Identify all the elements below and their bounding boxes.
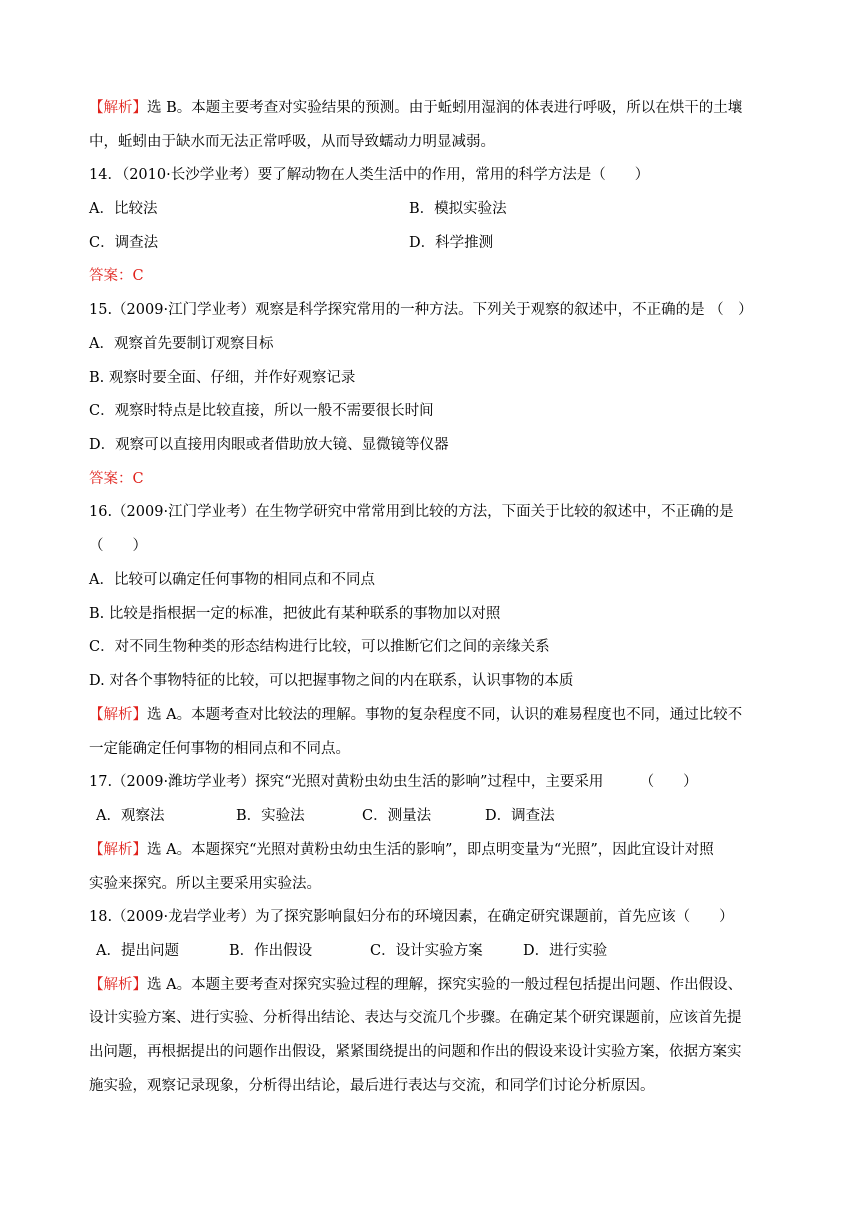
- q15-option-c: C．观察时特点是比较直接，所以一般不需要很长时间: [89, 403, 434, 419]
- q15-option-a: A．观察首先要制订观察目标: [89, 336, 274, 352]
- explanation-13-line-2: 中，蚯蚓由于缺水而无法正常呼吸，从而导致蠕动力明显减弱。: [89, 134, 495, 150]
- question-16-line-2: （ ）: [89, 538, 147, 554]
- q16-option-a: A．比较可以确定任何事物的相同点和不同点: [89, 572, 375, 588]
- q15-answer: 答案：C: [89, 471, 144, 487]
- q14-option-b: B．模拟实验法: [409, 201, 507, 217]
- explanation-17-line-1: 【解析】选 A。本题探究“光照对黄粉虫幼虫生活的影响”，即点明变量为“光照”，因此宜设计对照: [89, 842, 714, 858]
- explanation-tag: 【解析】: [89, 707, 147, 723]
- explanation-18-line-1: 【解析】选 A。本题主要考查对探究实验过程的理解，探究实验的一般过程包括提出问题、作出假设、: [89, 977, 743, 993]
- q15-option-d: D．观察可以直接用肉眼或者借助放大镜、显微镜等仪器: [89, 437, 449, 453]
- explanation-17-line-2: 实验来探究。所以主要采用实验法。: [89, 876, 321, 892]
- q18-option-b: B．作出假设: [229, 943, 313, 959]
- q18-option-a: A．提出问题: [96, 943, 179, 959]
- explanation-18-line-2: 设计实验方案、进行实验、分析得出结论、表达与交流几个步骤。在确定某个研究课题前，应该首先提: [89, 1010, 742, 1026]
- explanation-tag: 【解析】: [89, 100, 147, 116]
- q14-answer: 答案：C: [89, 268, 144, 284]
- explanation-tag: 【解析】: [89, 977, 147, 993]
- question-17: 17.（2009·潍坊学业考）探究“光照对黄粉虫幼虫生活的影响”过程中，主要采用 （ ）: [89, 774, 698, 790]
- q16-option-c: C．对不同生物种类的形态结构进行比较，可以推断它们之间的亲缘关系: [89, 639, 550, 655]
- q18-option-c: C．设计实验方案: [370, 943, 483, 959]
- explanation-18-line-4: 施实验，观察记录现象，分析得出结论，最后进行表达与交流，和同学们讨论分析原因。: [89, 1078, 655, 1094]
- q17-option-d: D．调查法: [485, 808, 555, 824]
- q17-option-c: C．测量法: [362, 808, 432, 824]
- q16-option-d: D. 对各个事物特征的比较，可以把握事物之间的内在联系，认识事物的本质: [89, 673, 574, 689]
- explanation-18-line-3: 出问题，再根据提出的问题作出假设，紧紧围绕提出的问题和作出的假设来设计实验方案，依据方案实: [89, 1044, 742, 1060]
- explanation-13-line-1: 【解析】选 B。本题主要考查对实验结果的预测。由于蚯蚓用湿润的体表进行呼吸，所以在烘干的土壤: [89, 100, 743, 116]
- q16-option-b: B. 比较是指根据一定的标准，把彼此有某种联系的事物加以对照: [89, 606, 501, 622]
- question-15: 15.（2009·江门学业考）观察是科学探究常用的一种方法。下列关于观察的叙述中，不正确的是 （ ）: [89, 302, 753, 318]
- explanation-16-line-1: 【解析】选 A。本题考查对比较法的理解。事物的复杂程度不同，认识的难易程度也不同，通过比较不: [89, 707, 743, 723]
- q18-option-d: D．进行实验: [523, 943, 608, 959]
- question-18: 18.（2009·龙岩学业考）为了探究影响鼠妇分布的环境因素，在确定研究课题前，首先应该（ ）: [89, 909, 734, 925]
- q14-option-c: C．调查法: [89, 235, 159, 251]
- explanation-tag: 【解析】: [89, 842, 147, 858]
- question-14: 14．（2010·长沙学业考）要了解动物在人类生活中的作用，常用的科学方法是（ ）: [89, 167, 650, 183]
- explanation-16-line-2: 一定能确定任何事物的相同点和不同点。: [89, 741, 350, 757]
- q17-option-a: A．观察法: [96, 808, 165, 824]
- q17-option-b: B．实验法: [236, 808, 305, 824]
- q14-option-d: D．科学推测: [409, 235, 494, 251]
- q14-option-a: A．比较法: [89, 201, 158, 217]
- q15-option-b: B. 观察时要全面、仔细，并作好观察记录: [89, 370, 356, 386]
- question-16-line-1: 16.（2009·江门学业考）在生物学研究中常常用到比较的方法，下面关于比较的叙述中，不正确的是: [89, 504, 734, 520]
